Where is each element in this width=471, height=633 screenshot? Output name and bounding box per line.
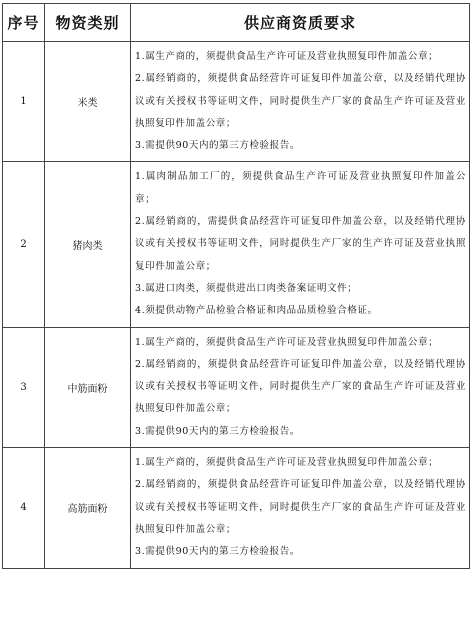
requirement-item: 1.属肉制品加工厂的，须提供食品生产许可证及营业执照复印件加盖公章； bbox=[135, 171, 466, 205]
requirement-item: 3.需提供90天内的第三方检验报告。 bbox=[135, 546, 300, 558]
table-header-row bbox=[3, 4, 470, 42]
requirement-item: 2.属经销商的，须提供食品经营许可证复印件加盖公章，以及经销代理协议或有关授权书等证明文件，同时提供生产厂家的食品生产许可证及营业执照复印件加盖公章； bbox=[135, 479, 466, 535]
requirement-item: 3.属进口肉类，须提供进出口肉类备案证明文件； bbox=[135, 282, 358, 294]
requirement-item: 4.须提供动物产品检验合格证和肉品品质检验合格证。 bbox=[135, 305, 378, 317]
table-row bbox=[3, 327, 470, 447]
table-row bbox=[3, 162, 470, 327]
row-requirements bbox=[131, 448, 470, 568]
row-requirements bbox=[131, 327, 470, 447]
requirement-item: 1.属生产商的，须提供食品生产许可证及营业执照复印件加盖公章； bbox=[135, 336, 439, 348]
requirement-item: 2.属经销商的，须提供食品经营许可证复印件加盖公章，以及经销代理协议或有关授权书等证明文件，同时提供生产厂家的食品生产许可证及营业执照复印件加盖公章； bbox=[135, 73, 466, 129]
requirement-item: 3.需提供90天内的第三方检验报告。 bbox=[135, 140, 300, 152]
header-number: 序号 bbox=[3, 4, 45, 42]
row-number: 3 bbox=[3, 327, 45, 447]
requirement-item: 1.属生产商的，须提供食品生产许可证及营业执照复印件加盖公章； bbox=[135, 457, 439, 469]
header-category: 物资类别 bbox=[45, 4, 131, 42]
row-requirements bbox=[131, 162, 470, 327]
header-requirements: 供应商资质要求 bbox=[131, 4, 470, 42]
table-row bbox=[3, 448, 470, 568]
row-requirements bbox=[131, 42, 470, 162]
row-category: 高筋面粉 bbox=[45, 448, 131, 568]
supplier-requirements-table bbox=[2, 3, 470, 569]
row-category: 猪肉类 bbox=[45, 162, 131, 327]
requirement-item: 2.属经销商的，须提供食品经营许可证复印件加盖公章，以及经销代理协议或有关授权书等证明文件，同时提供生产厂家的食品生产许可证及营业执照复印件加盖公章； bbox=[135, 358, 466, 415]
row-number: 1 bbox=[3, 42, 45, 162]
row-category: 中筋面粉 bbox=[45, 327, 131, 447]
requirement-item: 1.属生产商的，须提供食品生产许可证及营业执照复印件加盖公章； bbox=[135, 51, 439, 62]
requirement-item: 3.需提供90天内的第三方检验报告。 bbox=[135, 425, 300, 437]
requirement-item: 2.属经销商的，需提供食品经营许可证复印件加盖公章，以及经销代理协议或有关授权书等证明文件，同时提供生产厂家的生产许可证及营业执照复印件加盖公章； bbox=[135, 216, 466, 272]
row-number: 4 bbox=[3, 448, 45, 568]
table-row bbox=[3, 42, 470, 162]
row-category: 米类 bbox=[45, 42, 131, 162]
row-number: 2 bbox=[3, 162, 45, 327]
